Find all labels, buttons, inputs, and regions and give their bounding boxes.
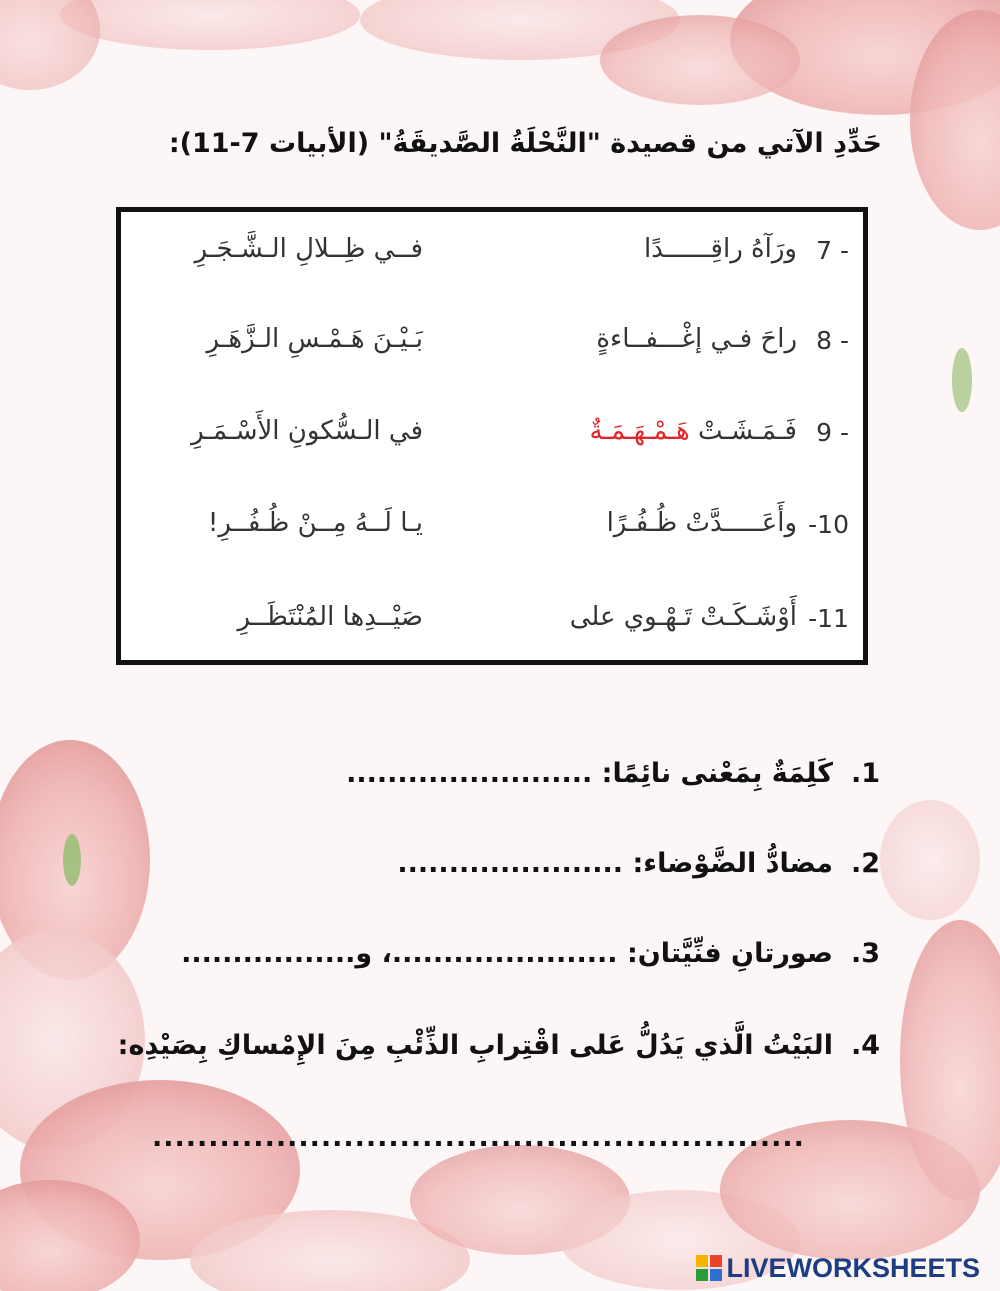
second-hemistich: صَيْــدِها المُنْتَظَــرِ — [237, 602, 423, 632]
line-number: 8 - — [816, 326, 849, 355]
poem-box — [116, 207, 868, 665]
question-text: صورتانِ فنِّيَّتان: — [626, 938, 833, 969]
question-number: .2 — [850, 848, 880, 879]
page-title: حَدِّدِ الآتي من قصيدة "النَّحْلَةُ الصَّديقَةُ" (الأبيات 7-11): — [168, 128, 882, 159]
second-hemistich: يـا لَــهُ مِــنْ ظُـفُــرِ! — [207, 508, 423, 538]
highlighted-word: هَـمْـهَـمَـةٌ — [589, 416, 690, 446]
answer-line[interactable]: .......................................................... — [152, 1122, 805, 1153]
poem-row — [121, 228, 863, 278]
liveworksheets-logo-icon — [696, 1255, 722, 1281]
brand-watermark — [696, 1252, 980, 1284]
question-text: مضادُّ الضَّوْضاء: — [632, 848, 833, 879]
question-item — [346, 758, 880, 808]
second-hemistich: في الـسُّكونِ الأَسْـمَـرِ — [191, 416, 423, 446]
line-number: 9 - — [816, 418, 849, 447]
answer-blank[interactable]: ......................، و................. — [181, 938, 618, 969]
question-text: كَلِمَةٌ بِمَعْنى نائِمًا: — [601, 758, 833, 789]
poem-row — [121, 596, 863, 646]
first-hemistich: أَوْشَـكَـتْ تَـهْـوي على — [569, 602, 797, 632]
question-number: .4 — [850, 1030, 880, 1061]
second-hemistich: بَـيْـنَ هَـمْـسِ الـزَّهَـرِ — [206, 324, 423, 354]
question-number: .3 — [850, 938, 880, 969]
line-number: -10 — [808, 510, 849, 539]
answer-blank[interactable]: ...................... — [397, 848, 624, 879]
line-number: 7 - — [816, 236, 849, 265]
second-hemistich: فــي ظِــلالِ الـشَّـجَـرِ — [194, 234, 423, 264]
question-item — [181, 938, 880, 988]
question-text: البَيْتُ الَّذي يَدُلُّ عَلى اقْتِرابِ الذِّئْبِ مِنَ الإِمْساكِ بِصَيْدِه: — [117, 1030, 833, 1061]
question-item — [397, 848, 880, 898]
poem-row — [121, 410, 863, 460]
first-hemistich: فَـمَـشَـتْ هَـمْـهَـمَـةٌ — [589, 416, 797, 446]
first-hemistich: ورَآهُ راقِــــــدًا — [643, 234, 797, 264]
question-number: .1 — [850, 758, 880, 789]
brand-name: LIVEWORKSHEETS — [726, 1252, 980, 1283]
poem-row — [121, 502, 863, 552]
line-number: -11 — [808, 604, 849, 633]
answer-blank[interactable]: ........................ — [346, 758, 593, 789]
first-hemistich: وأَعَـــــدَّتْ ظُـفُـرًا — [606, 508, 797, 538]
first-hemistich: راحَ فـي إغْـــفــاءةٍ — [596, 324, 797, 354]
poem-row — [121, 318, 863, 368]
question-item — [118, 1030, 880, 1080]
